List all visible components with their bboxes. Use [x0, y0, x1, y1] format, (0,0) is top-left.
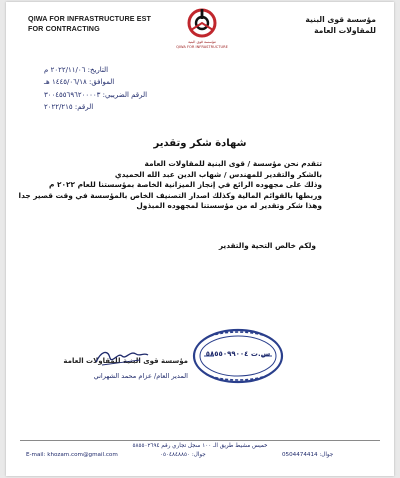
- closing-greeting: ولكم خالص التحية والتقدير: [218, 241, 316, 250]
- footer-address: خميس مشيط طريق الـ ١٠٠ سجل تجاري رقم ٥٨٥٥٠٢٦٩٤: [132, 443, 268, 449]
- letter-line: وربطها بالقوائم المالية وكذلك اصدار التصنيف الخاص بالمؤسسة في وقت قصير جدا: [18, 190, 322, 200]
- logo-emblem-icon: [187, 8, 217, 38]
- meta-date: التاريخ: ٢٠٢٢/١١/٠٦ م: [44, 66, 109, 74]
- letter-line: وذلك على مجهوده الرائع في إنجاز الميزانية الخاصة بمؤسستنا للعام ٢٠٢٢ م: [48, 180, 322, 190]
- letter-sheet: [6, 2, 394, 476]
- footer-email: E-mail: khozam.com@gmail.com: [26, 452, 118, 458]
- footer-phone: جوال: 0504474414: [282, 452, 334, 458]
- company-name-en-line2: FOR CONTRACTING: [28, 24, 100, 33]
- company-name-ar-line1: مؤسسة قوى البنية: [305, 15, 376, 24]
- meta-hijri-date: الموافق: ١٤٤٥/٠٦/١٨ هـ: [44, 78, 115, 87]
- letter-line: تتقدم نحن مؤسسة / قوى البنية للمقاولات العامة: [144, 159, 322, 168]
- footer-mobile: جوال: ٠٥٠٤٨٤٨٨٥٠: [160, 452, 206, 458]
- meta-tax-number: الرقم الضريبي: ٣٠٠٤٥٥٦٩٦٢٠٠٠٠٣: [44, 90, 148, 99]
- logo-caption-arabic: مؤسسة قوى البنية: [188, 40, 216, 44]
- company-name-ar-line2: للمقاولات العامة: [314, 26, 376, 35]
- logo-caption-english: QIWA FOR INFRASTRUCTURE: [176, 45, 228, 49]
- company-logo: [174, 8, 230, 54]
- meta-reference: الرقم: ٢٠٢٢/٢١٥: [44, 102, 94, 111]
- letter-line: بالشكر والتقدير للمهندس / شهاب الدين عبد الله الحميدي: [114, 169, 322, 179]
- company-name-english: [28, 14, 152, 34]
- handwritten-signature: [92, 346, 152, 368]
- letter-line: وهذا شكر وتقدير له من مؤسستنا لمجهوده المبذول: [136, 201, 322, 211]
- stamp-registration-number: س.ت ٥٨٥٥٠٩٩٠٠٤: [205, 350, 271, 358]
- company-stamp: [190, 326, 286, 386]
- letter-body: [18, 159, 322, 212]
- company-name-en-line1: QIWA FOR INFRASTRUCTURE EST: [28, 14, 152, 23]
- company-name-arabic: [266, 14, 376, 36]
- footer-divider: [20, 440, 380, 441]
- certificate-title: شهادة شكر وتقدير: [153, 138, 247, 149]
- letter-meta: [44, 64, 184, 113]
- signature-signer: المدير العام/ عزام محمد الشهراني: [93, 372, 188, 380]
- signature-org: مؤسسة قوى البنية للمقاولات العامة: [63, 357, 188, 365]
